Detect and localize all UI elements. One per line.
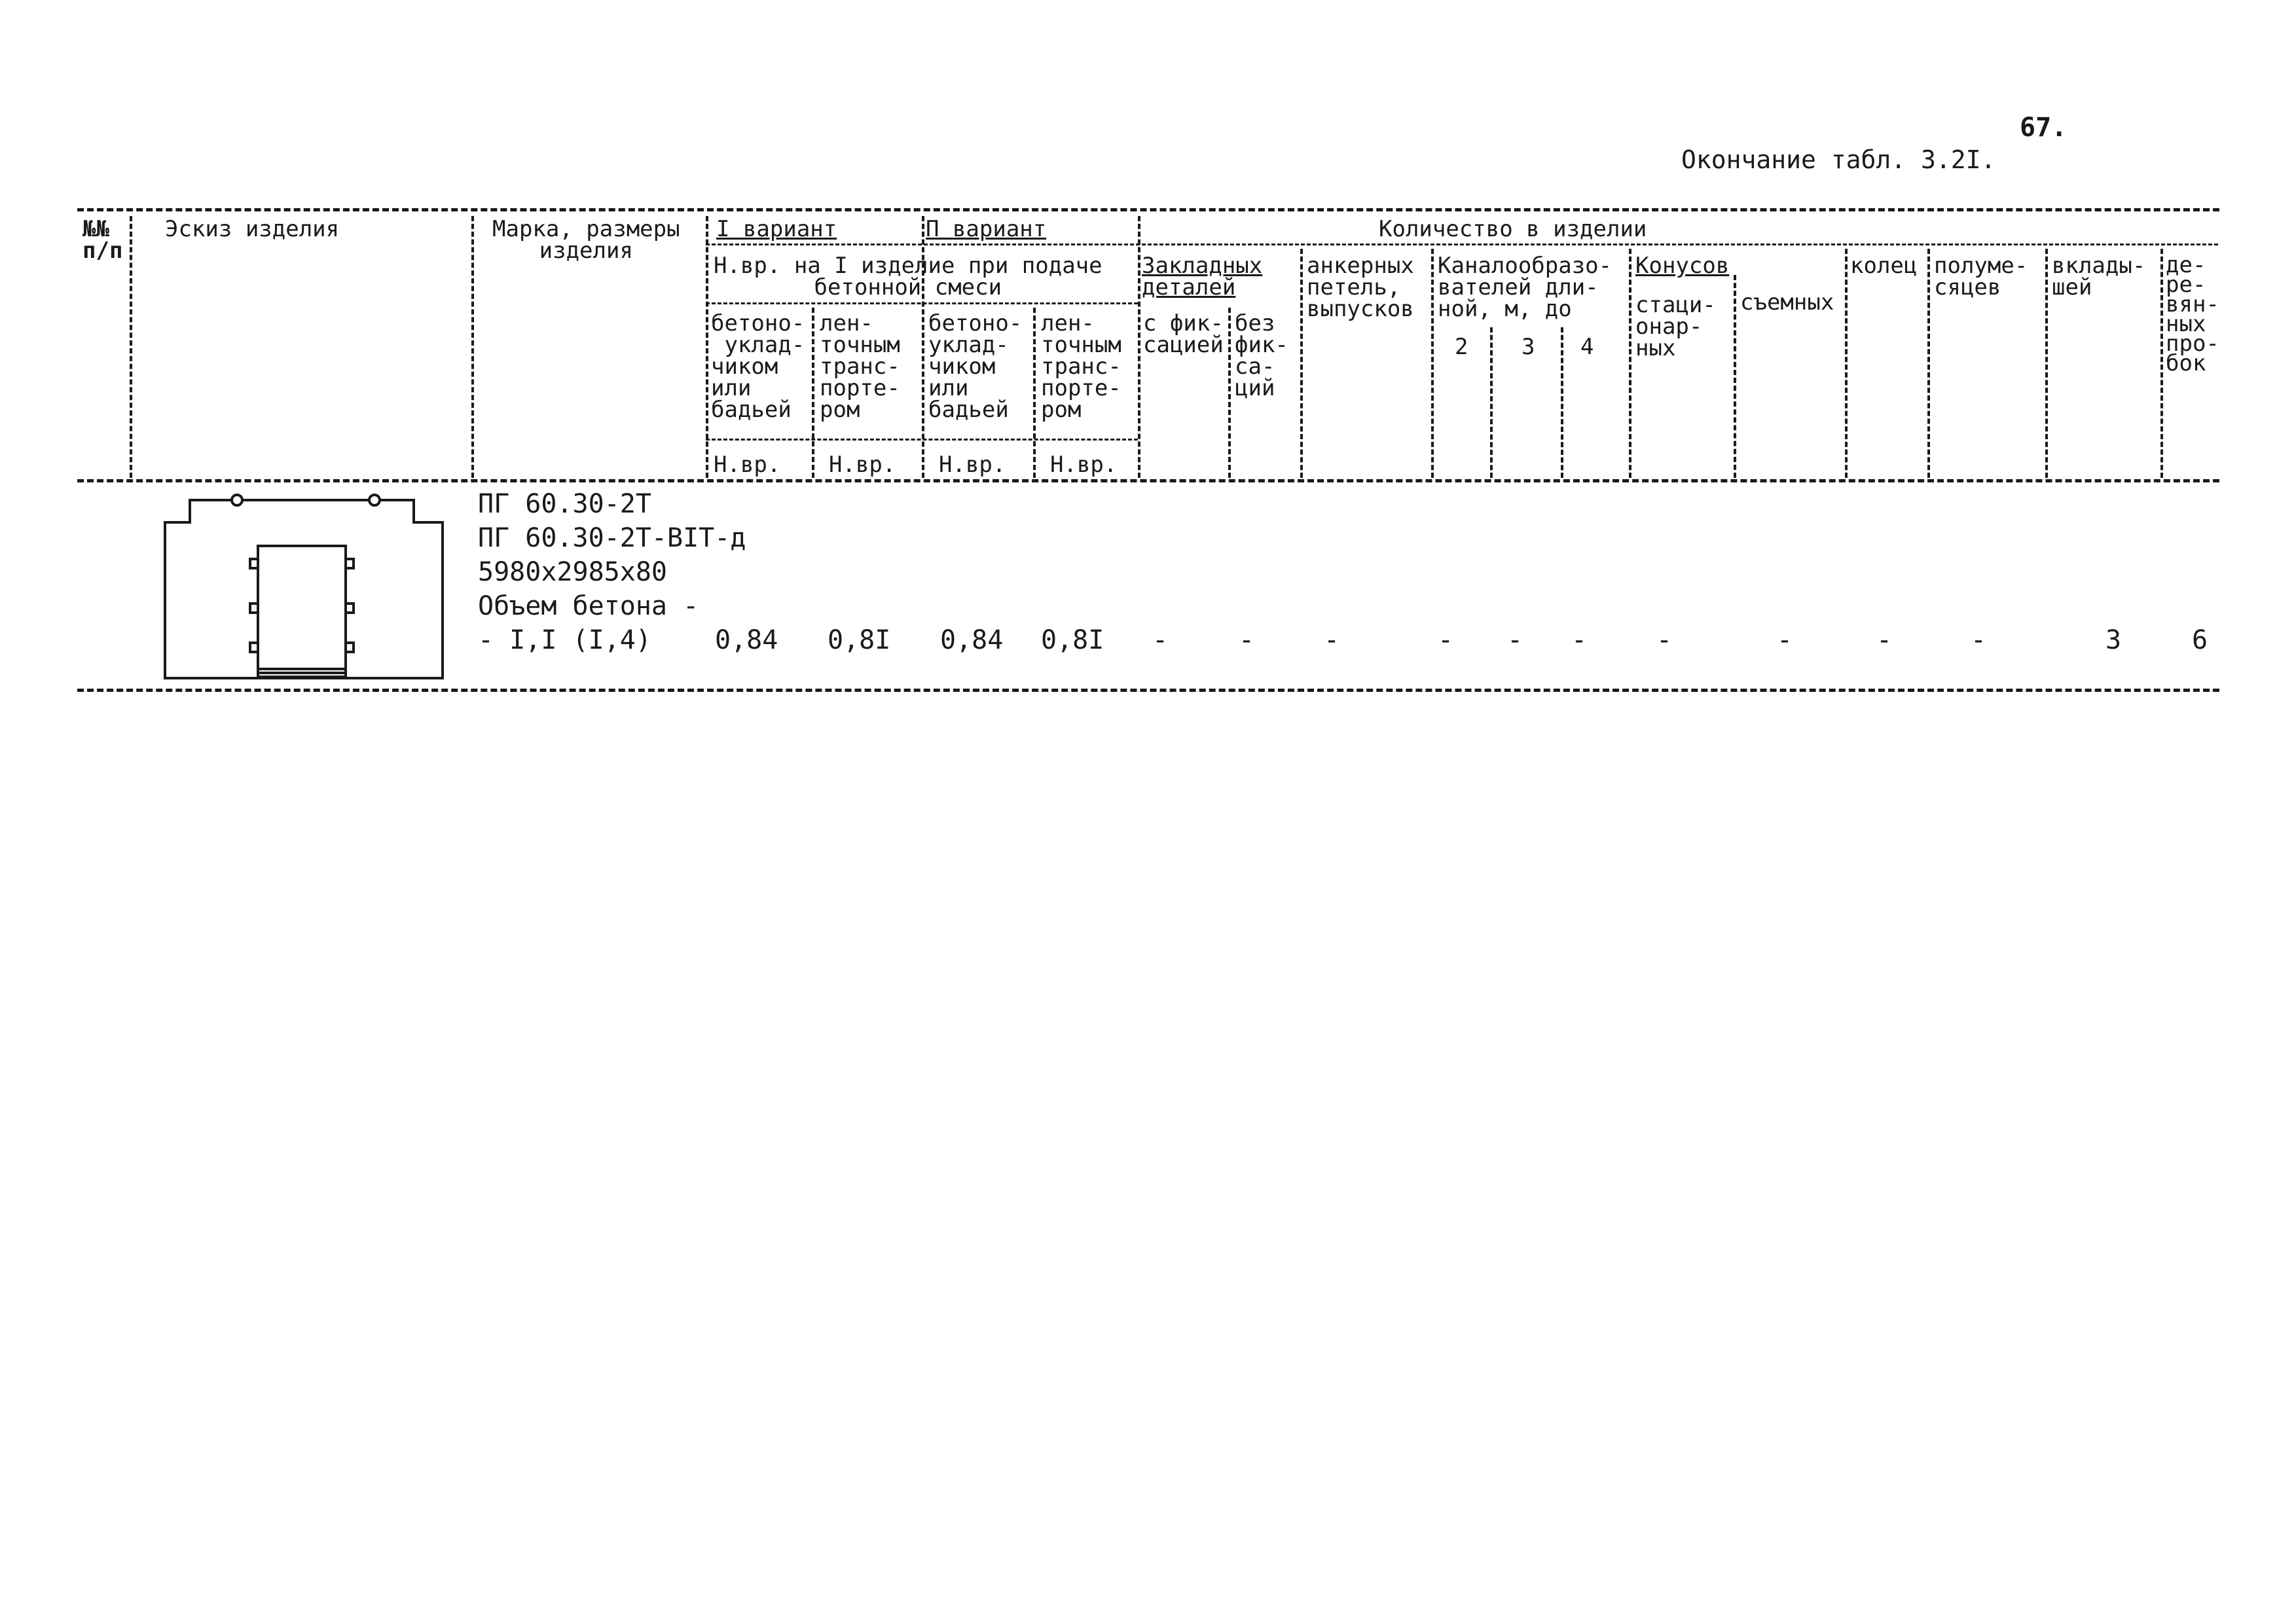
value-ch3: - — [1507, 625, 1523, 655]
header-variant2: П вариант — [926, 216, 1047, 242]
value-pegs: - — [1876, 625, 1893, 655]
header-sketch: Эскиз изделия — [165, 216, 340, 242]
header-cones-removable: съемных — [1740, 289, 1834, 316]
page-number: 67. — [2020, 113, 2068, 143]
vsep-17 — [2045, 249, 2048, 478]
value-half-moons: - — [1971, 625, 1987, 655]
header-half-moons: полуме- сяцев — [1934, 253, 2028, 300]
value-cone-removable: - — [1777, 625, 1793, 655]
vsep-2 — [471, 216, 474, 478]
header-bottom-rule — [77, 479, 2219, 482]
header-unit-4: Н.вр. — [1050, 452, 1118, 478]
header-wood-plugs: де- ре- вян- ных про- бок — [2166, 252, 2219, 376]
vsep-3 — [706, 216, 708, 478]
value-v1-layer: 0,84 — [715, 625, 778, 655]
header-len-3: 3 — [1522, 334, 1535, 360]
vsep-1 — [130, 216, 132, 478]
header-sub-belt-2: лен- точным транс- порте- ром — [1041, 310, 1121, 423]
header-len-2: 2 — [1455, 334, 1468, 360]
vsep-4 — [1138, 216, 1140, 478]
table-bottom-rule — [77, 689, 2219, 692]
header-cones: Конусов — [1635, 253, 1730, 279]
mark-line-5: - I,I (I,4) — [478, 625, 651, 655]
value-with-fix: - — [1152, 625, 1169, 655]
header-subrule-1 — [706, 244, 2218, 245]
header-channel: Каналообразо- вателей дли- ной, м, до — [1438, 253, 1613, 322]
vsep-16 — [1927, 249, 1930, 478]
product-sketch — [157, 488, 458, 685]
vsep-9 — [1300, 249, 1303, 478]
header-variant1: I вариант — [716, 216, 837, 242]
value-wood-plugs: 6 — [2192, 625, 2208, 655]
mark-line-3: 5980х2985х80 — [478, 557, 667, 587]
header-num: №№ п/п — [82, 216, 123, 264]
mark-line-2: ПГ 60.30-2Т-ВIТ-д — [478, 523, 746, 553]
header-unit-3: Н.вр. — [939, 452, 1006, 478]
header-time-norm: Н.вр. на I изделие при подаче бетонной смеси — [714, 253, 1102, 300]
header-sub-layer-1: бетоно- уклад- чиком или бадьей — [711, 310, 805, 423]
vsep-11 — [1490, 327, 1493, 478]
header-pegs: колец — [1850, 253, 1918, 279]
mark-line-4: Объем бетона - — [478, 591, 699, 621]
vsep-18 — [2160, 249, 2163, 478]
table-top-rule — [77, 208, 2219, 211]
value-ch2: - — [1438, 625, 1454, 655]
header-without-fix: без фик- са- ций — [1235, 310, 1288, 401]
vsep-8 — [1228, 308, 1231, 478]
vsep-15 — [1845, 249, 1848, 478]
header-anchor: анкерных петель, выпусков — [1307, 253, 1414, 322]
header-unit-2: Н.вр. — [829, 452, 896, 478]
value-cone-fixed: - — [1656, 625, 1673, 655]
value-v1-belt: 0,8I — [828, 625, 891, 655]
vsep-14 — [1734, 275, 1736, 478]
header-len-4: 4 — [1580, 334, 1594, 360]
header-embedded: Закладных деталей — [1142, 253, 1263, 300]
mark-line-1: ПГ 60.30-2Т — [478, 489, 651, 519]
table-caption: Окончание табл. 3.2I. — [1681, 145, 1996, 174]
value-inserts: 3 — [2105, 625, 2122, 655]
vsep-12 — [1561, 327, 1563, 478]
header-sub-layer-2: бетоно- уклад- чиком или бадьей — [928, 310, 1023, 423]
value-anchor: - — [1324, 625, 1340, 655]
header-inserts: вклады- шей — [2052, 253, 2146, 300]
vsep-10 — [1431, 249, 1434, 478]
header-cones-fixed: стаци- онар- ных — [1635, 292, 1716, 361]
vsep-13 — [1629, 249, 1631, 478]
vsep-5 — [812, 308, 814, 478]
header-quantity: Количество в изделии — [1379, 216, 1647, 242]
vsep-7 — [1033, 308, 1036, 478]
header-unit-1: Н.вр. — [714, 452, 781, 478]
header-with-fix: с фик- сацией — [1143, 310, 1224, 358]
header-mark: Марка, размеры изделия — [492, 216, 680, 264]
value-v2-layer: 0,84 — [940, 625, 1004, 655]
value-without-fix: - — [1239, 625, 1255, 655]
value-ch4: - — [1571, 625, 1588, 655]
value-v2-belt: 0,8I — [1041, 625, 1104, 655]
header-sub-belt-1: лен- точным транс- порте- ром — [820, 310, 900, 423]
